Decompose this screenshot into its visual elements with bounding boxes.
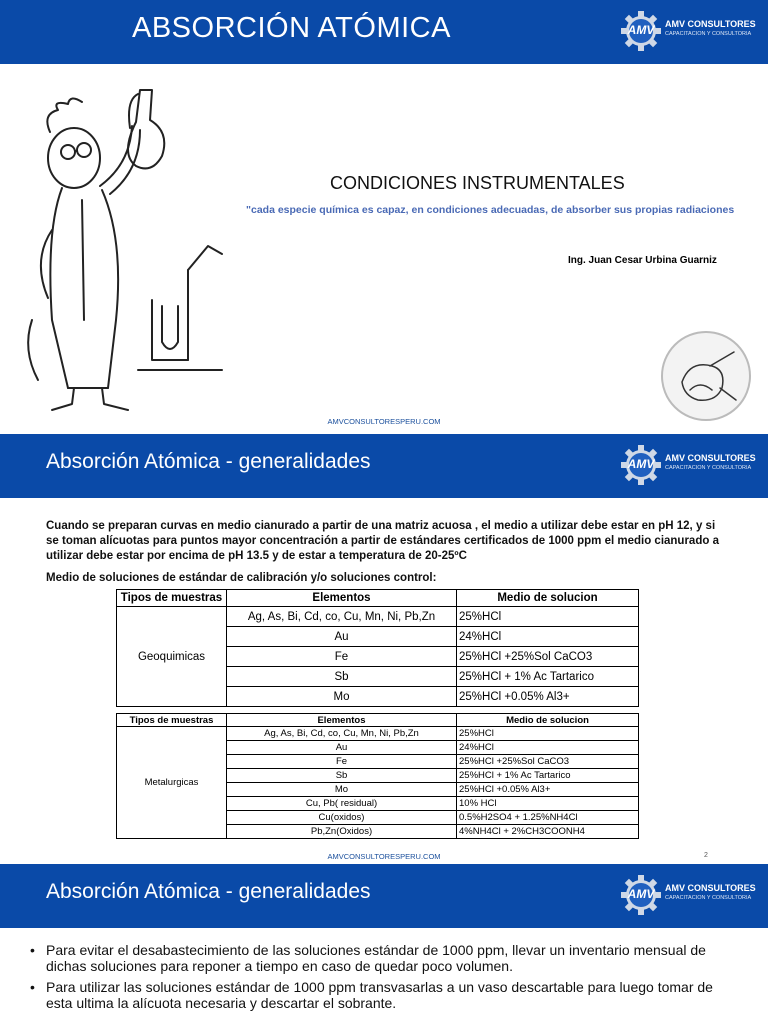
header-band (0, 0, 768, 64)
header-elementos: Elementos (227, 714, 457, 727)
medio-cell: 25%HCl (457, 607, 639, 627)
bullet-text: Para evitar el desabastecimiento de las soluciones estándar de 1000 ppm, llevar un inventario mensual de dichas soluciones para reponer a tiempo en caso de quedar poco volumen. (46, 942, 706, 974)
logo-gear-text: AMV (627, 887, 655, 901)
medio-cell: 25%HCl + 1% Ac Tartarico (457, 667, 639, 687)
header-band (0, 864, 768, 928)
header-tipos: Tipos de muestras (117, 590, 227, 607)
elementos-cell: Mo (227, 783, 457, 797)
bullet-icon: • (30, 942, 35, 958)
slide-generalities-tables (0, 430, 768, 864)
medio-cell: 25%HCl (457, 727, 639, 741)
brand-logo (621, 445, 767, 487)
elementos-cell: Mo (227, 687, 457, 707)
medio-cell: 25%HCl +25%Sol CaCO3 (457, 647, 639, 667)
header-medio: Medio de solucion (457, 590, 639, 607)
medio-cell: 0.5%H2SO4 + 1.25%NH4Cl (457, 811, 639, 825)
cover-author: Ing. Juan Cesar Urbina Guarniz (568, 255, 717, 266)
elementos-cell: Ag, As, Bi, Cd, co, Cu, Mn, Ni, Pb,Zn (227, 727, 457, 741)
medio-cell: 25%HCl +0.05% Al3+ (457, 783, 639, 797)
logo-gear-text: AMV (627, 457, 655, 471)
page-number: 2 (704, 852, 708, 859)
bullet-text: Para utilizar las soluciones estándar de 1000 ppm transvasarlas a un vaso descartable para luego tomar de esta ultima la alícuota necesaria y descartar el sobrante. (46, 979, 713, 1011)
elementos-cell: Au (227, 741, 457, 755)
list-item (30, 979, 742, 1011)
elementos-cell: Sb (227, 769, 457, 783)
elementos-cell: Sb (227, 667, 457, 687)
bullet-icon: • (30, 979, 35, 995)
medio-cell: 4%NH4Cl + 2%CH3COONH4 (457, 825, 639, 839)
logo-name: AMV CONSULTORES (665, 883, 756, 893)
table-row (117, 607, 639, 627)
slide-title: Absorción Atómica - generalidades (46, 450, 371, 473)
header-tipos: Tipos de muestras (117, 714, 227, 727)
logo-name: AMV CONSULTORES (665, 19, 756, 29)
header-band (0, 434, 768, 498)
logo-tagline: CAPACITACION Y CONSULTORIA (665, 31, 752, 37)
website-footer[interactable]: AMVCONSULTORESPERU.COM (327, 417, 441, 426)
medio-cell: 24%HCl (457, 627, 639, 647)
cover-quote: "cada especie química es capaz, en condiciones adecuadas, de absorber sus propias radiaciones (246, 204, 735, 216)
website-footer[interactable]: AMVCONSULTORESPERU.COM (327, 852, 441, 861)
cover-heading: CONDICIONES INSTRUMENTALES (330, 173, 625, 193)
elementos-cell: Ag, As, Bi, Cd, co, Cu, Mn, Ni, Pb,Zn (227, 607, 457, 627)
elementos-cell: Au (227, 627, 457, 647)
elementos-cell: Fe (227, 755, 457, 769)
slide-title: Absorción Atómica - generalidades (46, 880, 371, 903)
list-item (30, 942, 742, 974)
slide-title: ABSORCIÓN ATÓMICA (132, 12, 451, 44)
elementos-cell: Pb,Zn(Oxidos) (227, 825, 457, 839)
brand-logo (621, 11, 767, 53)
group-cell: Metalurgicas (117, 727, 227, 839)
geoquimicas-table (116, 589, 639, 707)
lab-figure-badge (660, 330, 752, 422)
tables-subheading: Medio de soluciones de estándar de calibración y/o soluciones control: (46, 572, 437, 584)
bullet-list (30, 942, 742, 1016)
medio-cell: 10% HCl (457, 797, 639, 811)
logo-tagline: CAPACITACION Y CONSULTORIA (665, 465, 752, 471)
elementos-cell: Cu(oxidos) (227, 811, 457, 825)
metalurgicas-table (116, 713, 639, 839)
elementos-cell: Fe (227, 647, 457, 667)
logo-tagline: CAPACITACION Y CONSULTORIA (665, 895, 752, 901)
logo-gear-text: AMV (627, 23, 655, 37)
elementos-cell: Cu, Pb( residual) (227, 797, 457, 811)
table-row (117, 727, 639, 741)
scientist-illustration (12, 70, 242, 422)
header-medio: Medio de solucion (457, 714, 639, 727)
logo-name: AMV CONSULTORES (665, 453, 756, 463)
brand-logo (621, 875, 767, 917)
medio-cell: 25%HCl + 1% Ac Tartarico (457, 769, 639, 783)
intro-paragraph: Cuando se preparan curvas en medio cianurado a partir de una matriz acuosa , el medio a utilizar debe estar en pH 12, y si se toman alícuotas para puntos mayor concentración a partir de estándares certificados de 1000 ppm el medio cianurado a utilizar debe estar por encima de pH 13.5 y de estar a temperatura de 20-25ºC (46, 520, 719, 562)
group-cell: Geoquimicas (117, 607, 227, 707)
slide-cover (0, 0, 768, 430)
medio-cell: 24%HCl (457, 741, 639, 755)
header-elementos: Elementos (227, 590, 457, 607)
medio-cell: 25%HCl +25%Sol CaCO3 (457, 755, 639, 769)
medio-cell: 25%HCl +0.05% Al3+ (457, 687, 639, 707)
slide-generalities-bullets (0, 864, 768, 1024)
